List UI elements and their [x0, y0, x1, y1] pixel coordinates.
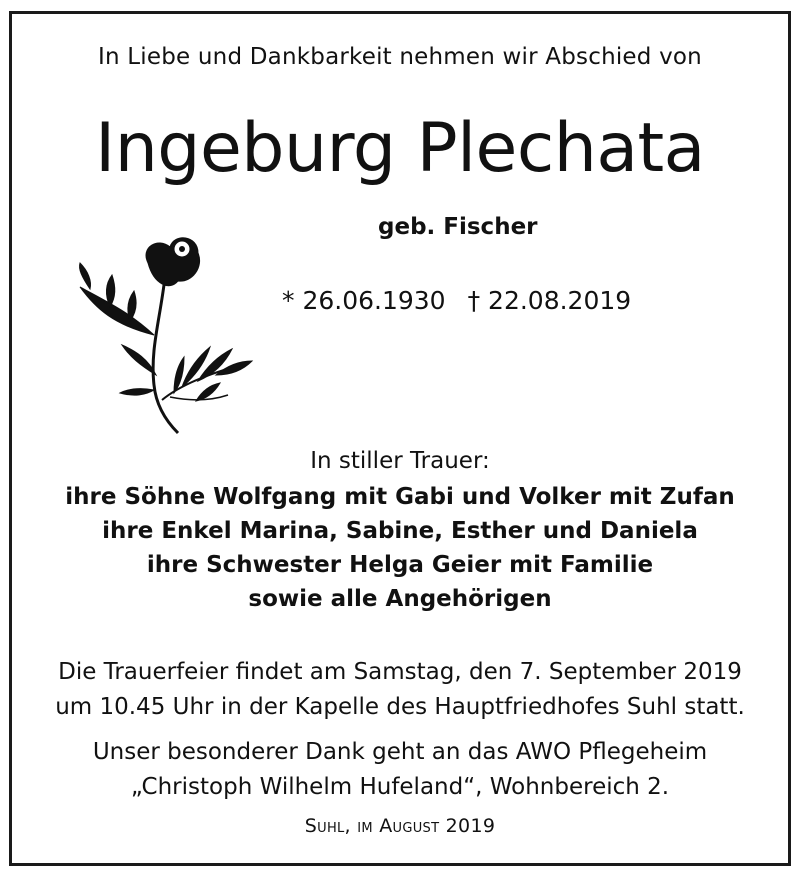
- thanks-line: Unser besonderer Dank geht an das AWO Pflegeheim: [92, 739, 708, 765]
- family-line: ihre Enkel Marina, Sabine, Esther und Daniela: [102, 518, 698, 544]
- family-line: sowie alle Angehörigen: [248, 586, 552, 612]
- maiden-name: geb. Fischer: [378, 214, 538, 240]
- thanks-text: [0, 735, 800, 805]
- family-list: [0, 480, 800, 616]
- ceremony-line: Die Trauerfeier findet am Samstag, den 7. September 2019: [58, 659, 742, 685]
- death-date: † 22.08.2019: [467, 286, 632, 315]
- place-date: Suhl, im August 2019: [304, 815, 496, 837]
- thanks-line: „Christoph Wilhelm Hufeland“, Wohnbereich 2.: [130, 774, 670, 800]
- life-dates: [282, 286, 631, 315]
- family-line: ihre Söhne Wolfgang mit Gabi und Volker mit Zufan: [65, 484, 735, 510]
- intro-text: In Liebe und Dankbarkeit nehmen wir Abschied von: [98, 44, 702, 70]
- mourning-heading: In stiller Trauer:: [310, 448, 490, 474]
- rose-icon: [70, 225, 260, 435]
- family-line: ihre Schwester Helga Geier mit Familie: [146, 552, 654, 578]
- deceased-name: Ingeburg Plechata: [95, 109, 705, 188]
- birth-date: * 26.06.1930: [282, 286, 446, 315]
- ceremony-line: um 10.45 Uhr in der Kapelle des Hauptfriedhofes Suhl statt.: [55, 694, 745, 720]
- ceremony-info: [0, 655, 800, 725]
